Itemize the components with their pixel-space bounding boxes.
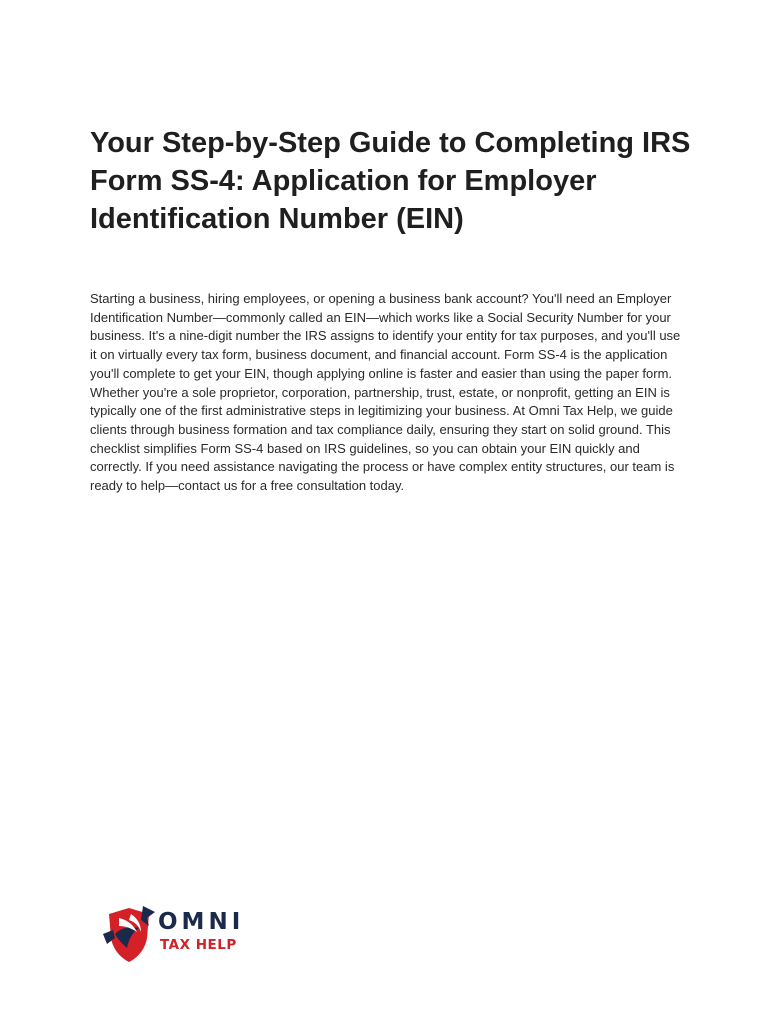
logo-wordmark-tax-help: TAX HELP <box>160 937 237 953</box>
document-title: Your Step-by-Step Guide to Completing IRS Form SS-4: Application for Employer Identification Number (EIN) <box>90 127 691 235</box>
logo-wordmark-omni: OMNI <box>158 909 245 935</box>
omni-tax-help-logo <box>103 904 283 964</box>
intro-paragraph: Starting a business, hiring employees, or opening a business bank account? You'll need an Employer Identification Number—commonly called an EIN—which works like a Social Security Number for your business. It's a nine-digit number the IRS assigns to identify your entity for tax purposes, and you'll use it on virtually every tax form, business document, and financial account. Form SS-4 is the application you'll complete to get your EIN, though applying online is faster and easier than using the paper form. Whether you're a sole proprietor, corporation, partnership, trust, estate, or nonprofit, getting an EIN is typically one of the first administrative steps in legitimizing your business. At Omni Tax Help, we guide clients through business formation and tax compliance daily, ensuring they start on solid ground. This checklist simplifies Form SS-4 based on IRS guidelines, so you can obtain your EIN quickly and correctly. If you need assistance navigating the process or have complex entity structures, our team is ready to help—contact us for a free consultation today. <box>90 291 681 494</box>
shield-eagle-icon <box>103 904 159 964</box>
